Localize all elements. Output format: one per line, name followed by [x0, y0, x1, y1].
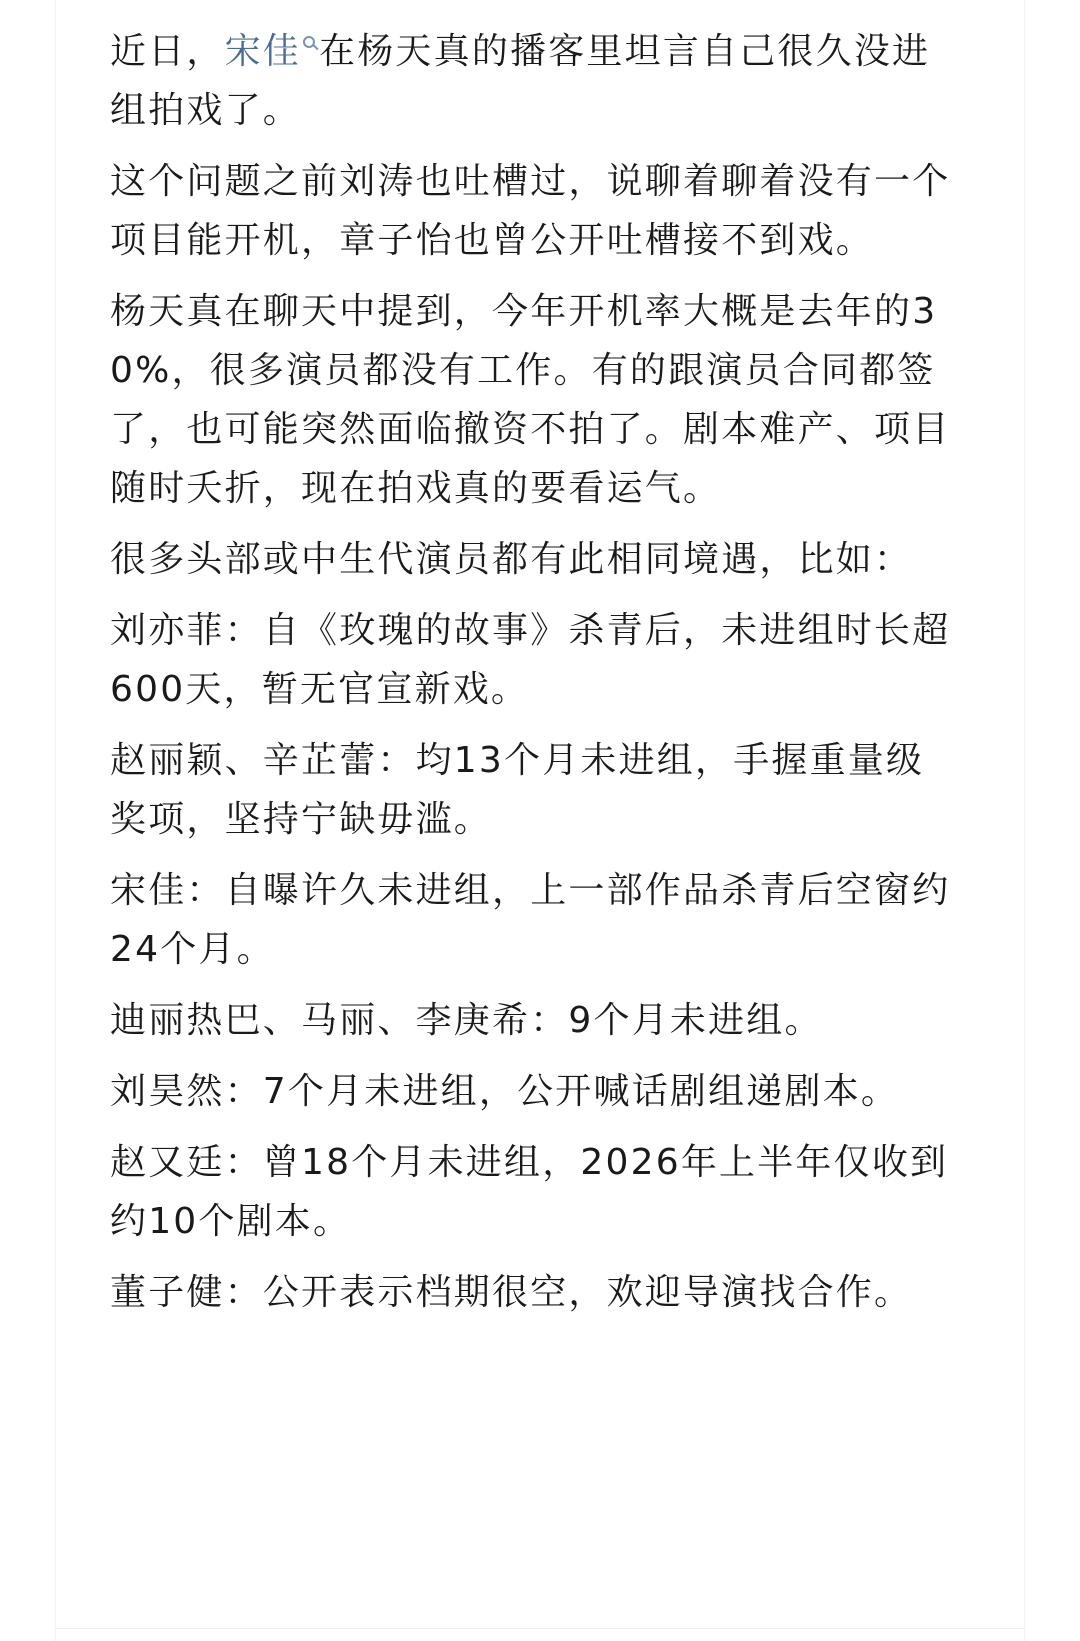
- bottom-divider: [56, 1628, 1024, 1629]
- intro-suffix: 在杨天真的播客里坦言自己很久没进组拍戏了。: [110, 31, 931, 131]
- article-body: [110, 22, 960, 1334]
- paragraph-liutao: 这个问题之前刘涛也吐槽过，说聊着聊着没有一个项目能开机，章子怡也曾公开吐槽接不到戏。: [110, 161, 951, 261]
- topic-link-songjia[interactable]: 宋佳: [224, 31, 302, 72]
- paragraph-liuyifei: 刘亦菲：自《玫瑰的故事》杀青后，未进组时长超600天，暂无官宣新戏。: [110, 610, 951, 710]
- paragraph-yangtianzhen: 杨天真在聊天中提到，今年开机率大概是去年的30%，很多演员都没有工作。有的跟演员合同都签了，也可能突然面临撤资不拍了。剧本难产、项目随时夭折，现在拍戏真的要看运气。: [110, 291, 951, 509]
- paragraph-list-intro: 很多头部或中生代演员都有此相同境遇，比如：: [110, 539, 913, 580]
- intro-prefix: 近日，: [110, 31, 225, 72]
- paragraph-intro: [110, 22, 960, 140]
- paragraph-zhaoyouting: 赵又廷：曾18个月未进组，2026年上半年仅收到约10个剧本。: [110, 1142, 949, 1242]
- paragraph-zhaoliying: 赵丽颖、辛芷蕾：均13个月未进组，手握重量级奖项，坚持宁缺毋滥。: [110, 740, 925, 840]
- paragraph-dilireba: 迪丽热巴、马丽、李庚希：9个月未进组。: [110, 1000, 823, 1041]
- paragraph-dongzijian: 董子健：公开表示档期很空，欢迎导演找合作。: [110, 1272, 913, 1313]
- search-icon[interactable]: [303, 36, 317, 50]
- paragraph-liuhaoran: 刘昊然：7个月未进组，公开喊话剧组递剧本。: [110, 1071, 900, 1112]
- paragraph-songjia: 宋佳：自曝许久未进组，上一部作品杀青后空窗约24个月。: [110, 870, 951, 970]
